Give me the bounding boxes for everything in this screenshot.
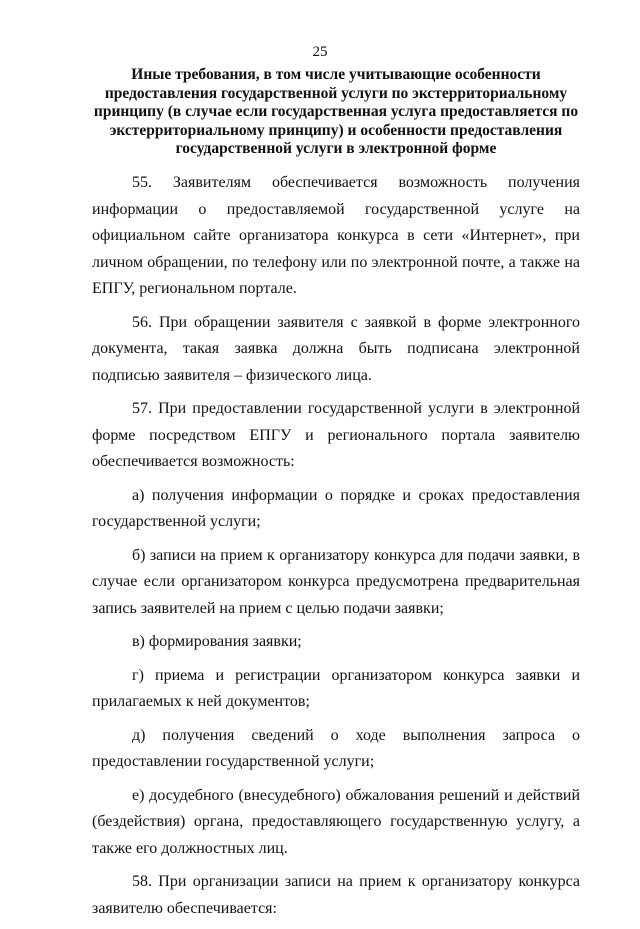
list-item-a: а) получения информации о порядке и сроках предоставления государственной услуги; (92, 486, 580, 530)
list-item-g: г) приема и регистрации организатором конкурса заявки и прилагаемых к ней документов; (92, 666, 580, 710)
paragraph-57: 57. При предоставлении государственной услуги в электронной форме посредством ЕПГУ и регионального портала заявителю обеспечивается возможность: (92, 400, 580, 470)
paragraph-56: 56. При обращении заявителя с заявкой в форме электронного документа, такая заявка должна быть подписана электронной подписью заявителя – физического лица. (92, 313, 580, 384)
paragraph-55: 55. Заявителям обеспечивается возможность получения информации о предоставляемой государственной услуге на официальном сайте организатора конкурса в сети «Интернет», при личном обращении, по телефону или по электронной почте, а также на ЕПГУ, региональном портале. (92, 174, 580, 297)
list-item-b: б) записи на прием к организатору конкурса для подачи заявки, в случае если организатором конкурса предусмотрена предварительная запись заявителей на прием с целью подачи заявки; (92, 546, 580, 617)
list-item-e: е) досудебного (внесудебного) обжалования решений и действий (бездействия) органа, предоставляющего государственную услугу, а также его должностных лиц. (92, 786, 580, 857)
page-number: 25 (312, 44, 328, 60)
list-item-d: д) получения сведений о ходе выполнения запроса о предоставлении государственной услуги; (92, 726, 580, 770)
paragraph-58: 58. При организации записи на прием к организатору конкурса заявителю обеспечивается: (92, 873, 580, 917)
list-item-v: в) формирования заявки; (132, 633, 302, 650)
section-heading: Иные требования, в том числе учитывающие особенности предоставления государственной услуги по экстерриториальному принципу (в случае если государственная услуга предоставляется по экстерриториальному принципу) и особенности предоставления государственной услуги в электронной форме (93, 66, 579, 157)
document-body (92, 170, 580, 929)
